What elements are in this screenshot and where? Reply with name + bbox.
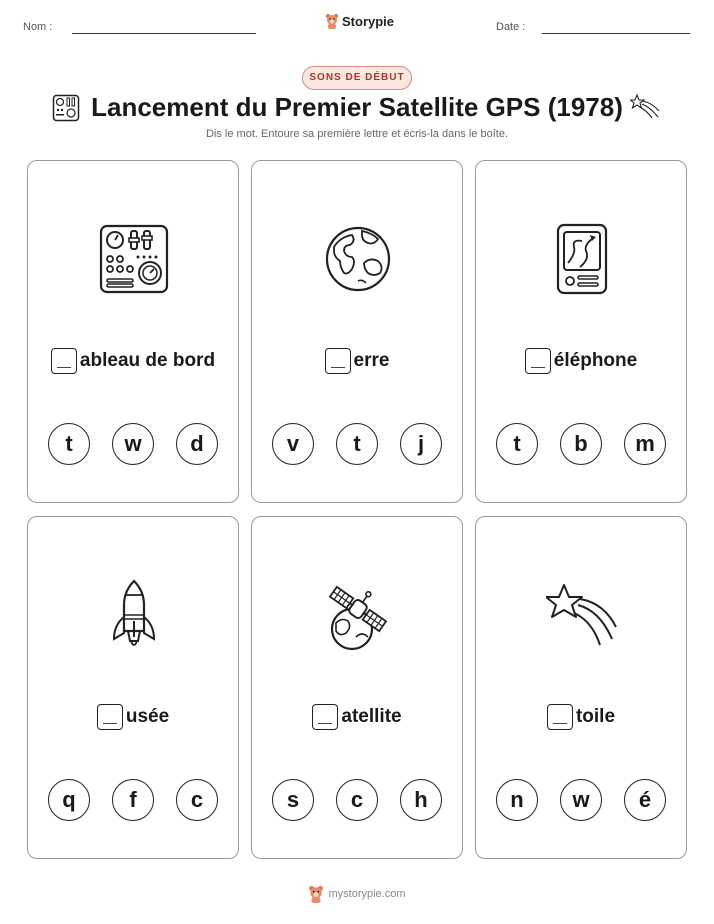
footer-website[interactable]: mystorypie.com: [328, 888, 406, 900]
category-badge: SONS DE DÉBUT: [302, 66, 412, 90]
worksheet-header: [0, 0, 714, 50]
name-field[interactable]: [72, 33, 256, 34]
answer-box[interactable]: [97, 704, 123, 730]
word-card: [475, 516, 687, 859]
name-label: Nom :: [23, 21, 53, 33]
letter-option[interactable]: v: [272, 423, 314, 465]
dashboard-icon: [98, 223, 170, 295]
letter-option[interactable]: d: [176, 423, 218, 465]
gps-device-icon: [546, 223, 618, 295]
word-ending: éléphone: [553, 350, 638, 371]
word-ending: usée: [125, 706, 170, 727]
brand-logo: [325, 13, 394, 29]
word-row: [28, 348, 238, 374]
word-card: [27, 160, 239, 503]
word-row: [252, 348, 462, 374]
answer-box[interactable]: [325, 348, 351, 374]
letter-options: [48, 423, 218, 465]
letter-option[interactable]: q: [48, 779, 90, 821]
word-ending: toile: [575, 706, 616, 727]
letter-option[interactable]: c: [336, 779, 378, 821]
letter-option[interactable]: s: [272, 779, 314, 821]
brand-name: Storypie: [342, 13, 395, 29]
earth-globe-icon: [322, 223, 394, 295]
worksheet-title: Lancement du Premier Satellite GPS (1978): [91, 92, 623, 122]
rocket-icon: [98, 579, 170, 651]
word-card: [251, 516, 463, 859]
word-ending: atellite: [341, 706, 402, 727]
letter-option[interactable]: w: [560, 779, 602, 821]
word-row: [476, 704, 686, 730]
shooting-star-icon: [546, 579, 618, 651]
word-row: [252, 704, 462, 730]
letter-option[interactable]: w: [112, 423, 154, 465]
instructions: Dis le mot. Entoure sa première lettre et écris-la dans le boîte.: [205, 128, 509, 140]
letter-option[interactable]: j: [400, 423, 442, 465]
letter-option[interactable]: f: [112, 779, 154, 821]
letter-option[interactable]: h: [400, 779, 442, 821]
word-row: [28, 704, 238, 730]
word-ending: erre: [353, 350, 390, 371]
letter-option[interactable]: b: [560, 423, 602, 465]
letter-option[interactable]: é: [624, 779, 666, 821]
word-ending: ableau de bord: [79, 350, 216, 371]
answer-box[interactable]: [312, 704, 338, 730]
letter-options: [272, 779, 442, 821]
page-footer: [0, 885, 714, 903]
letter-option[interactable]: t: [496, 423, 538, 465]
letter-option[interactable]: m: [624, 423, 666, 465]
letter-option[interactable]: n: [496, 779, 538, 821]
letter-option[interactable]: t: [336, 423, 378, 465]
letter-options: [496, 423, 666, 465]
answer-box[interactable]: [525, 348, 551, 374]
date-field[interactable]: [542, 33, 690, 34]
word-row: [476, 348, 686, 374]
letter-options: [48, 779, 218, 821]
answer-box[interactable]: [51, 348, 77, 374]
bear-mascot-icon: [308, 885, 324, 903]
letter-option[interactable]: t: [48, 423, 90, 465]
word-card: [475, 160, 687, 503]
letter-options: [272, 423, 442, 465]
word-card: [251, 160, 463, 503]
shooting-star-icon: [630, 93, 660, 119]
bear-mascot-icon: [325, 13, 339, 29]
letter-options: [496, 779, 666, 821]
answer-box[interactable]: [547, 704, 573, 730]
satellite-icon: [322, 579, 394, 651]
letter-option[interactable]: c: [176, 779, 218, 821]
date-label: Date :: [496, 21, 526, 33]
word-card: [27, 516, 239, 859]
